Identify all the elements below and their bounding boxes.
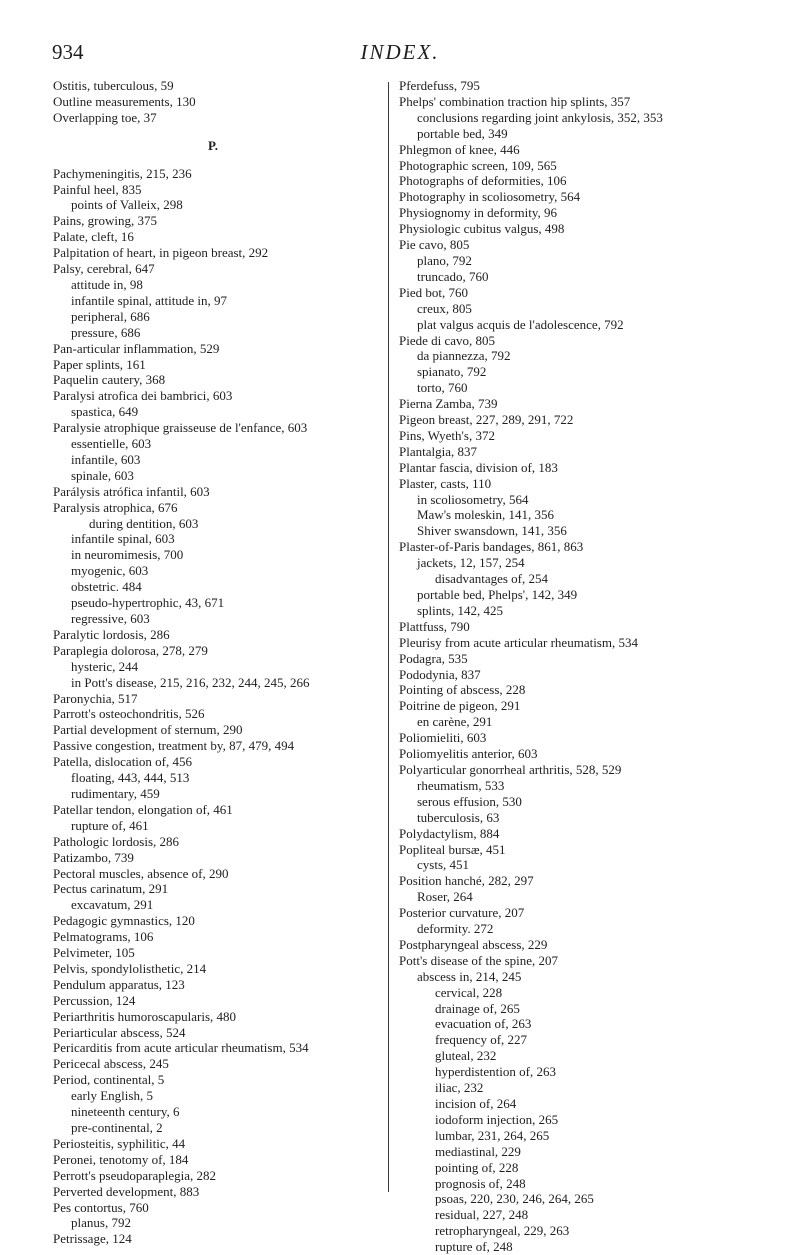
running-title: INDEX. — [360, 40, 440, 64]
index-entry: planus, 792 — [71, 1215, 131, 1231]
index-entry: evacuation of, 263 — [435, 1016, 532, 1032]
index-entry: Physiologic cubitus valgus, 498 — [399, 221, 565, 237]
index-entry: Parrott's osteochondritis, 526 — [53, 706, 205, 722]
index-entry: cysts, 451 — [417, 857, 469, 873]
index-entry: Pelvimeter, 105 — [53, 945, 135, 961]
index-entry: Paquelin cautery, 368 — [53, 372, 166, 388]
index-entry: deformity. 272 — [417, 921, 494, 937]
index-entry: Physiognomy in deformity, 96 — [399, 205, 558, 221]
index-entry: Pie cavo, 805 — [399, 237, 470, 253]
index-entry: Palsy, cerebral, 647 — [53, 261, 155, 277]
index-entry: peripheral, 686 — [71, 308, 150, 324]
index-entry: drainage of, 265 — [435, 1000, 520, 1016]
index-entry: Ostitis, tuberculous, 59 — [53, 78, 174, 93]
index-entry: floating, 443, 444, 513 — [71, 770, 190, 786]
index-entry: Peronei, tenotomy of, 184 — [53, 1151, 189, 1167]
index-entry: Postpharyngeal abscess, 229 — [399, 936, 548, 952]
index-entry: Pointing of abscess, 228 — [399, 682, 526, 698]
index-entry: in Pott's disease, 215, 216, 232, 244, 245, 266 — [71, 674, 310, 690]
index-entry: Paper splints, 161 — [53, 356, 146, 372]
index-entry: pseudo-hypertrophic, 43, 671 — [71, 595, 225, 611]
index-entry: pointing of, 228 — [435, 1159, 519, 1175]
index-entry: Pains, growing, 375 — [53, 213, 157, 229]
index-entry: infantile spinal, 603 — [71, 531, 175, 547]
index-entry: portable bed, 349 — [417, 125, 508, 141]
index-entry: Overlapping toe, 37 — [53, 109, 157, 125]
index-entry: gluteal, 232 — [435, 1048, 497, 1064]
index-entry: Patizambo, 739 — [53, 849, 134, 865]
index-entry: Pferdefuss, 795 — [399, 78, 480, 93]
index-entry: Petrissage, 124 — [53, 1231, 132, 1247]
index-entry: Pericecal abscess, 245 — [53, 1056, 169, 1072]
index-entry: residual, 227, 248 — [435, 1207, 529, 1223]
index-entry: Pelmatograms, 106 — [53, 929, 154, 945]
index-entry: spastica, 649 — [71, 404, 139, 420]
index-entry: rupture of, 461 — [71, 817, 149, 833]
index-entry: truncado, 760 — [417, 268, 489, 284]
index-entry: lumbar, 231, 264, 265 — [435, 1127, 550, 1143]
page-header — [0, 40, 800, 66]
index-entry: Paralysi atrofica dei bambrici, 603 — [53, 388, 233, 404]
index-entry: Poliomyelitis anterior, 603 — [399, 746, 538, 762]
index-entry: Photographs of deformities, 106 — [399, 173, 567, 189]
index-entry: Pan-articular inflammation, 529 — [53, 340, 220, 356]
left-column-top-entries — [53, 78, 373, 126]
index-entry: Pathologic lordosis, 286 — [53, 833, 180, 849]
index-entry: iodoform injection, 265 — [435, 1111, 559, 1127]
section-letter: P. — [208, 137, 218, 153]
index-entry: in scoliosometry, 564 — [417, 491, 529, 507]
index-entry: torto, 760 — [417, 380, 468, 396]
index-entry: portable bed, Phelps', 142, 349 — [417, 587, 578, 602]
index-entry: Paronychia, 517 — [53, 690, 138, 706]
index-entry: mediastinal, 229 — [435, 1143, 521, 1159]
index-entry: cervical, 228 — [435, 984, 503, 1000]
index-entry: Pectoral muscles, absence of, 290 — [53, 865, 229, 881]
index-entry: points of Valleix, 298 — [71, 197, 183, 213]
index-entry: tuberculosis, 63 — [417, 809, 500, 825]
index-entry: Perrott's pseudoparaplegia, 282 — [53, 1167, 216, 1183]
index-entry: psoas, 220, 230, 246, 264, 265 — [435, 1191, 594, 1207]
index-entry: Polyarticular gonorrheal arthritis, 528, 529 — [399, 761, 622, 777]
index-entry: Patellar tendon, elongation of, 461 — [53, 801, 233, 817]
index-entry: prognosis of, 248 — [435, 1175, 526, 1191]
index-entry: spianato, 792 — [417, 364, 487, 380]
index-entry: Piede di cavo, 805 — [399, 332, 496, 348]
index-entry: Parálysis atrófica infantil, 603 — [53, 483, 210, 499]
index-entry: disadvantages of, 254 — [435, 571, 549, 587]
index-entry: Roser, 264 — [417, 889, 473, 905]
index-entry: en carène, 291 — [417, 714, 493, 730]
index-entry: Poitrine de pigeon, 291 — [399, 698, 521, 714]
index-entry: Pied bot, 760 — [399, 284, 468, 300]
index-entry: rupture of, 248 — [435, 1239, 513, 1255]
index-entry: obstetric. 484 — [71, 579, 142, 595]
index-entry: hysteric, 244 — [71, 658, 139, 674]
index-entry: Pododynia, 837 — [399, 666, 481, 682]
index-entry: incision of, 264 — [435, 1096, 517, 1111]
index-entry: Periarticular abscess, 524 — [53, 1024, 186, 1040]
index-entry: Paraplegia dolorosa, 278, 279 — [53, 642, 208, 658]
section-gap — [53, 126, 373, 138]
index-entry: Poliomieliti, 603 — [399, 730, 487, 746]
index-entry: frequency of, 227 — [435, 1032, 528, 1048]
section-gap — [53, 154, 373, 166]
index-entry: Plattfuss, 790 — [399, 618, 470, 634]
page-number: 934 — [52, 40, 84, 64]
index-entry: Periarthritis humoroscapularis, 480 — [53, 1008, 237, 1024]
index-entry: Pins, Wyeth's, 372 — [399, 427, 495, 443]
index-entry: Photography in scoliosometry, 564 — [399, 189, 581, 205]
index-entry: Polydactylism, 884 — [399, 825, 500, 841]
index-entry: Maw's moleskin, 141, 356 — [417, 507, 555, 523]
index-entry: infantile spinal, attitude in, 97 — [71, 292, 227, 308]
index-entry: Pott's disease of the spine, 207 — [399, 952, 559, 968]
index-entry: Paralysie atrophique graisseuse de l'enfance, 603 — [53, 420, 308, 436]
index-entry: pressure, 686 — [71, 324, 141, 340]
index-entry: Period, continental, 5 — [53, 1072, 165, 1088]
index-entry: Pericarditis from acute articular rheumatism, 534 — [53, 1040, 309, 1056]
index-entry: creux, 805 — [417, 300, 472, 316]
index-entry: early English, 5 — [71, 1088, 153, 1104]
index-entry: Pelvis, spondylolisthetic, 214 — [53, 960, 207, 976]
index-entry: Phelps' combination traction hip splints, 357 — [399, 93, 631, 109]
index-entry: Plantar fascia, division of, 183 — [399, 459, 558, 475]
index-entry: Photographic screen, 109, 565 — [399, 157, 557, 173]
index-entry: attitude in, 98 — [71, 276, 143, 292]
index-entry: Pes contortus, 760 — [53, 1199, 149, 1215]
index-entry: da piannezza, 792 — [417, 348, 511, 364]
index-entry: Popliteal bursæ, 451 — [399, 841, 506, 857]
index-entry: Pleurisy from acute articular rheumatism, 534 — [399, 634, 638, 650]
index-entry: plat valgus acquis de l'adolescence, 792 — [417, 316, 624, 332]
index-entry: infantile, 603 — [71, 451, 141, 467]
right-column-entries — [399, 78, 779, 1255]
index-entry: serous effusion, 530 — [417, 793, 522, 809]
index-entry: conclusions regarding joint ankylosis, 352, 353 — [417, 109, 663, 125]
index-entry: Plaster-of-Paris bandages, 861, 863 — [399, 539, 584, 555]
index-entry: Painful heel, 835 — [53, 181, 142, 197]
index-entry: splints, 142, 425 — [417, 602, 503, 618]
index-entry: Outline measurements, 130 — [53, 93, 196, 109]
index-entry: iliac, 232 — [435, 1080, 484, 1096]
index-entry: Pendulum apparatus, 123 — [53, 976, 185, 992]
index-entry: Shiver swansdown, 141, 356 — [417, 523, 567, 539]
index-entry: Position hanché, 282, 297 — [399, 873, 534, 889]
left-column — [53, 78, 373, 1247]
index-entry: Passive congestion, treatment by, 87, 479, 494 — [53, 738, 295, 754]
index-entry: spinale, 603 — [71, 467, 134, 483]
index-entry: during dentition, 603 — [89, 515, 199, 531]
index-entry: Patella, dislocation of, 456 — [53, 754, 193, 770]
index-entry: Pachymeningitis, 215, 236 — [53, 165, 192, 181]
index-entry: Palpitation of heart, in pigeon breast, 292 — [53, 245, 269, 261]
index-entry: Podagra, 535 — [399, 650, 468, 666]
index-entry: Paralytic lordosis, 286 — [53, 626, 170, 642]
index-entry: in neuromimesis, 700 — [71, 547, 184, 563]
index-entry: nineteenth century, 6 — [71, 1104, 180, 1120]
index-entry: Posterior curvature, 207 — [399, 905, 525, 921]
index-entry: Paralysis atrophica, 676 — [53, 499, 178, 515]
index-entry: myogenic, 603 — [71, 563, 149, 579]
column-divider — [388, 82, 389, 1192]
index-entry: Phlegmon of knee, 446 — [399, 141, 520, 157]
index-entry: Pedagogic gymnastics, 120 — [53, 913, 195, 929]
left-column-entries — [53, 166, 373, 1248]
index-entry: rudimentary, 459 — [71, 785, 160, 801]
index-entry: Periosteitis, syphilitic, 44 — [53, 1135, 186, 1151]
index-entry: Percussion, 124 — [53, 992, 136, 1008]
index-entry: hyperdistention of, 263 — [435, 1064, 556, 1080]
index-entry: plano, 792 — [417, 252, 472, 268]
index-entry: Pierna Zamba, 739 — [399, 396, 498, 412]
index-entry: retropharyngeal, 229, 263 — [435, 1223, 570, 1239]
index-entry: rheumatism, 533 — [417, 777, 505, 793]
index-entry: abscess in, 214, 245 — [417, 968, 522, 984]
index-entry: Pectus carinatum, 291 — [53, 881, 169, 897]
index-entry: Partial development of sternum, 290 — [53, 722, 243, 738]
index-entry: Palate, cleft, 16 — [53, 229, 134, 245]
index-entry: Pigeon breast, 227, 289, 291, 722 — [399, 412, 574, 428]
index-entry: Plaster, casts, 110 — [399, 475, 492, 491]
index-entry: jackets, 12, 157, 254 — [417, 555, 525, 571]
index-entry: essentielle, 603 — [71, 436, 152, 452]
index-entry: Plantalgia, 837 — [399, 443, 477, 459]
index-entry: regressive, 603 — [71, 611, 150, 626]
index-entry: excavatum, 291 — [71, 897, 154, 913]
index-entry: pre-continental, 2 — [71, 1120, 163, 1135]
index-entry: Perverted development, 883 — [53, 1183, 200, 1199]
right-column — [399, 78, 779, 1255]
